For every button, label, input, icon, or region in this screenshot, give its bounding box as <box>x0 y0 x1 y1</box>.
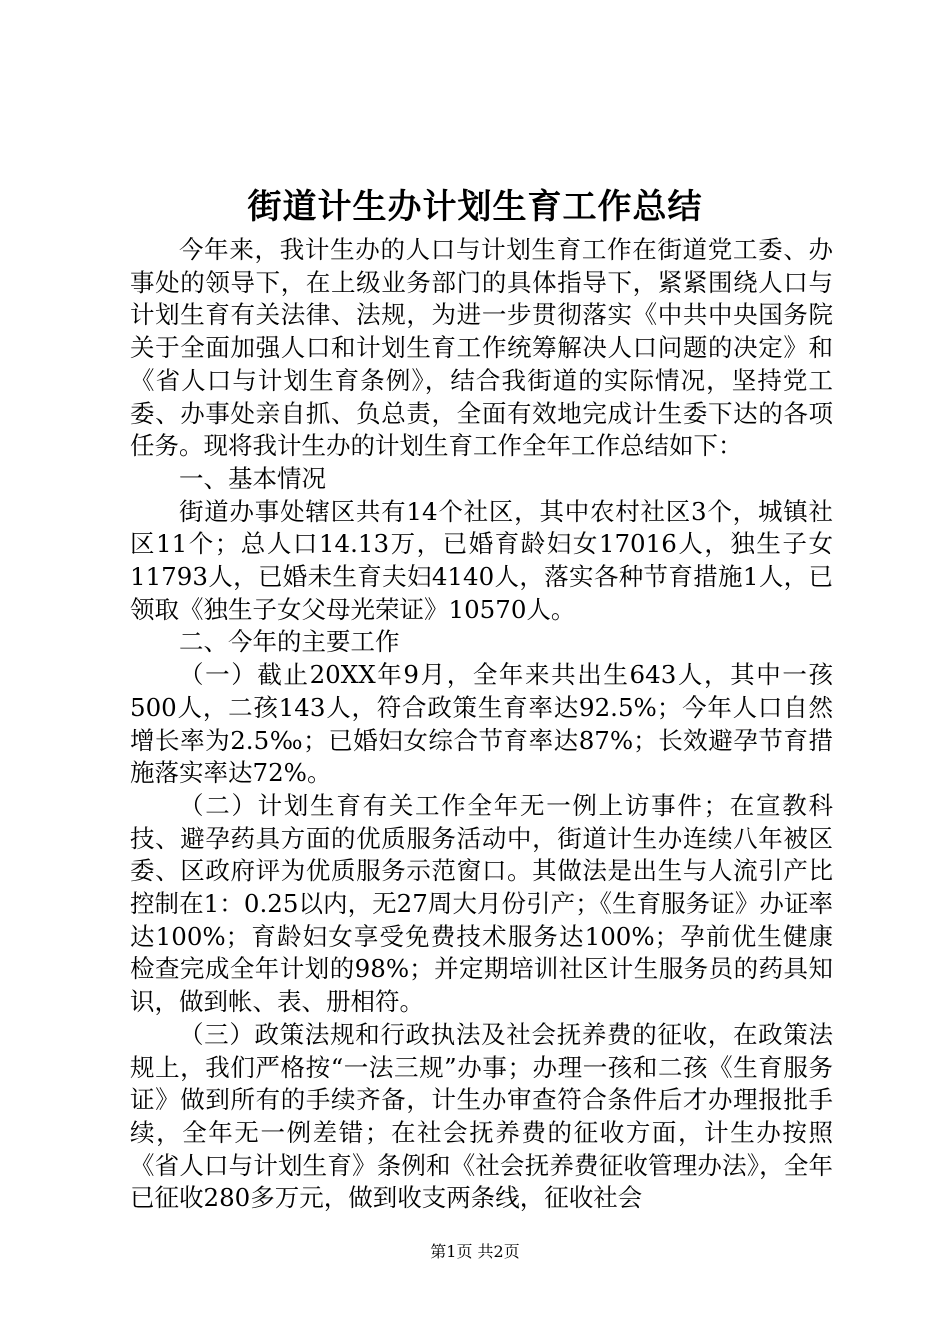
section-heading-main-work: 二、今年的主要工作 <box>179 627 400 657</box>
basic-situation-paragraph: 街道办事处辖区共有14个社区，其中农村社区3个，城镇社区11个；总人口14.13万，已婚育龄妇女17016人，独生子女11793人，已婚未生育夫妇4140人，落实各种节育措施1人，已领取《独生子女父母光荣证》10570人。 <box>130 496 833 624</box>
page-footer: 第1页 共2页 <box>430 1242 520 1261</box>
document-body <box>130 234 833 1215</box>
document-title: 街道计生办计划生育工作总结 <box>247 187 703 227</box>
main-work-item-2: （二）计划生育有关工作全年无一例上访事件；在宣教科技、避孕药具方面的优质服务活动中，街道计生办连续八年被区委、区政府评为优质服务示范窗口。其做法是出生与人流引产比控制在1：0.25以内，无27周大月份引产；《生育服务证》办证率达100%；育龄妇女享受免费技术服务达100%；孕前优生健康检查完成全年计划的98%；并定期培训社区计生服务员的药具知识，做到帐、表、册相符。 <box>130 790 833 1017</box>
main-work-item-1: （一）截止20XX年9月，全年来共出生643人，其中一孩500人，二孩143人，符合政策生育率达92.5%；今年人口自然增长率为2.5‰；已婚妇女综合节育率达87%；长效避孕节育措施落实率达72%。 <box>130 660 833 788</box>
section-heading-basic-situation: 一、基本情况 <box>179 463 326 493</box>
intro-paragraph: 今年来，我计生办的人口与计划生育工作在街道党工委、办事处的领导下，在上级业务部门的具体指导下，紧紧围绕人口与计划生育有关法律、法规，为进一步贯彻落实《中共中央国务院关于全面加强人口和计划生育工作统筹解决人口问题的决定》和《省人口与计划生育条例》，结合我街道的实际情况，坚持党工委、办事处亲自抓、负总责，全面有效地完成计生委下达的各项任务。现将我计生办的计划生育工作全年工作总结如下： <box>130 235 833 461</box>
main-work-item-3: （三）政策法规和行政执法及社会抚养费的征收，在政策法规上，我们严格按“一法三规”办事；办理一孩和二孩《生育服务证》做到所有的手续齐备，计生办审查符合条件后才办理报批手续，全年无一例差错；在社会抚养费的征收方面，计生办按照《省人口与计划生育》条例和《社会抚养费征收管理办法》，全年已征收280多万元，做到收支两条线，征收社会 <box>130 1019 833 1213</box>
